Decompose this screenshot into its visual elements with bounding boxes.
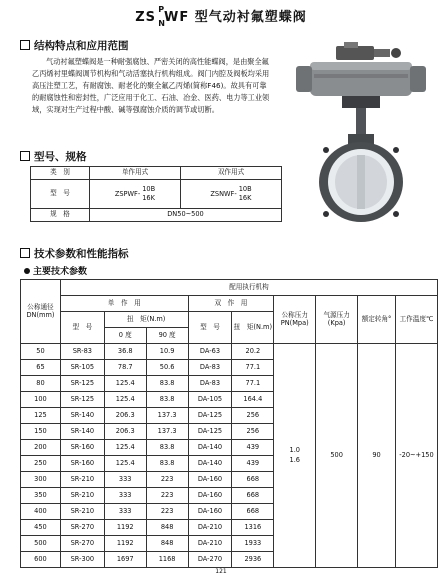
section3-heading-text: 技术参数和性能指标 xyxy=(34,248,129,260)
torque-90-cell: 223 xyxy=(146,504,188,520)
double-opt-1: 10B xyxy=(238,185,252,193)
header-temp: 工作温度℃ xyxy=(395,296,437,344)
dn-cell: 450 xyxy=(21,520,61,536)
header-dn: 公称通径DN(mm) xyxy=(21,280,61,344)
torque-0-cell: 78.7 xyxy=(104,360,146,376)
dn-cell: 125 xyxy=(21,408,61,424)
torque-90-cell: 83.8 xyxy=(146,392,188,408)
single-model-cell: SR-125 xyxy=(60,392,104,408)
single-model-cell: SR-270 xyxy=(60,520,104,536)
double-torque-cell: 77.1 xyxy=(232,360,274,376)
double-torque-cell: 164.4 xyxy=(232,392,274,408)
header-single: 单 作 用 xyxy=(60,296,188,312)
double-torque-cell: 20.2 xyxy=(232,344,274,360)
single-model-code: ZSPWF- xyxy=(114,190,141,198)
double-model-cell: DA-140 xyxy=(188,440,232,456)
single-model-cell: SR-210 xyxy=(60,488,104,504)
spec-header-single: 单作用式 xyxy=(90,167,181,180)
single-opt-1: 10B xyxy=(142,185,156,193)
page-number: 121 xyxy=(215,568,227,575)
title-prefix-text: ZS xyxy=(135,10,157,25)
dn-cell: 50 xyxy=(21,344,61,360)
dn-cell: 200 xyxy=(21,440,61,456)
spec-header-type: 类 别 xyxy=(31,167,90,180)
intro-paragraph: 气动衬氟塑蝶阀是一种耐强腐蚀、严密关闭的高性能蝶阀，是由聚全氟乙丙烯衬里蝶阀调节机构和气动活塞执行机构组成。阀门内腔及阀板均采用高压注塑工艺，有耐腐蚀、耐老化的聚全氟乙丙烯(简称F46)。故具有可靠的耐腐蚀性和密封性，广泛应用于化工、石油、冶金、医药、电力等工业领域，实现对生产过程中酸、碱等强腐蚀介质的调节或切断。 xyxy=(32,57,270,114)
dn-cell: 300 xyxy=(21,472,61,488)
double-model-cell: DA-105 xyxy=(188,392,232,408)
torque-0-cell: 333 xyxy=(104,504,146,520)
torque-0-cell: 125.4 xyxy=(104,456,146,472)
section-heading-models xyxy=(20,149,87,164)
single-model-cell: SR-160 xyxy=(60,456,104,472)
params-header-row-1 xyxy=(21,280,438,296)
double-torque-cell: 2936 xyxy=(232,552,274,568)
title-suffix: WF 型气动衬氟塑蝶阀 xyxy=(164,10,307,25)
double-torque-cell: 256 xyxy=(232,424,274,440)
double-torque-cell: 77.1 xyxy=(232,376,274,392)
dn-cell: 150 xyxy=(21,424,61,440)
spec-size-label: 规 格 xyxy=(31,209,90,222)
pn-value: 1.0 xyxy=(289,446,300,455)
torque-0-cell: 333 xyxy=(104,488,146,504)
torque-90-cell: 83.8 xyxy=(146,376,188,392)
double-model-opts xyxy=(239,185,252,203)
header-single-model: 型 号 xyxy=(60,312,104,344)
torque-0-cell: 125.4 xyxy=(104,440,146,456)
torque-90-cell: 1168 xyxy=(146,552,188,568)
spec-table xyxy=(30,166,282,222)
dn-cell: 80 xyxy=(21,376,61,392)
torque-90-cell: 848 xyxy=(146,536,188,552)
spec-table-header xyxy=(31,167,282,180)
torque-0-cell: 125.4 xyxy=(104,392,146,408)
angle-cell: 90 xyxy=(358,344,396,568)
header-0deg: 0 度 xyxy=(104,328,146,344)
single-model-cell: SR-140 xyxy=(60,408,104,424)
header-air: 气源压力(Kpa) xyxy=(316,296,358,344)
torque-0-cell: 1697 xyxy=(104,552,146,568)
params-subheading xyxy=(24,264,87,277)
torque-0-cell: 206.3 xyxy=(104,408,146,424)
dn-cell: 350 xyxy=(21,488,61,504)
single-model-cell: SR-210 xyxy=(60,472,104,488)
single-model-opts xyxy=(142,185,155,203)
bullet-icon xyxy=(24,268,30,274)
double-torque-cell: 668 xyxy=(232,504,274,520)
torque-90-cell: 83.8 xyxy=(146,440,188,456)
double-torque-cell: 1316 xyxy=(232,520,274,536)
title-sup: P xyxy=(158,5,166,14)
double-model-cell: DA-160 xyxy=(188,488,232,504)
temp-cell: -20~+150 xyxy=(395,344,437,568)
double-model-cell: DA-63 xyxy=(188,344,232,360)
air-cell: 500 xyxy=(316,344,358,568)
params-header-row-2 xyxy=(21,296,438,312)
header-double-model: 型 号 xyxy=(188,312,232,344)
spec-size-value: DN50~500 xyxy=(90,209,282,222)
double-torque-cell: 1933 xyxy=(232,536,274,552)
valve-positioner xyxy=(336,46,374,60)
title-sub: N xyxy=(158,19,166,28)
single-model-cell: SR-270 xyxy=(60,536,104,552)
torque-0-cell: 333 xyxy=(104,472,146,488)
header-angle: 额定转角° xyxy=(358,296,396,344)
valve-disc xyxy=(357,155,365,209)
double-model-cell: DA-210 xyxy=(188,536,232,552)
double-opt-2: 16K xyxy=(238,194,252,202)
torque-90-cell: 83.8 xyxy=(146,456,188,472)
double-model-code: ZSNWF- xyxy=(210,190,237,198)
spec-double-model xyxy=(181,180,282,209)
torque-90-cell: 848 xyxy=(146,520,188,536)
dn-cell: 400 xyxy=(21,504,61,520)
checkbox-icon xyxy=(20,151,30,161)
dn-cell: 250 xyxy=(21,456,61,472)
double-torque-cell: 256 xyxy=(232,408,274,424)
double-torque-cell: 668 xyxy=(232,488,274,504)
dn-cell: 600 xyxy=(21,552,61,568)
spec-table-size-row xyxy=(31,209,282,222)
single-model-cell: SR-210 xyxy=(60,504,104,520)
spec-table-model-row xyxy=(31,180,282,209)
torque-0-cell: 1192 xyxy=(104,520,146,536)
dn-cell: 100 xyxy=(21,392,61,408)
section-heading-params xyxy=(20,246,129,261)
torque-0-cell: 206.3 xyxy=(104,424,146,440)
single-model-cell: SR-83 xyxy=(60,344,104,360)
single-model-cell: SR-300 xyxy=(60,552,104,568)
title-prefix xyxy=(135,5,166,28)
double-model-cell: DA-270 xyxy=(188,552,232,568)
torque-90-cell: 223 xyxy=(146,488,188,504)
single-opt-2: 16K xyxy=(142,194,155,202)
torque-90-cell: 223 xyxy=(146,472,188,488)
dn-cell: 65 xyxy=(21,360,61,376)
double-torque-cell: 439 xyxy=(232,456,274,472)
double-model-cell: DA-210 xyxy=(188,520,232,536)
torque-90-cell: 137.3 xyxy=(146,408,188,424)
single-model-cell: SR-140 xyxy=(60,424,104,440)
section1-heading-text: 结构特点和应用范围 xyxy=(34,40,129,52)
double-torque-cell: 668 xyxy=(232,472,274,488)
double-model-cell: DA-140 xyxy=(188,456,232,472)
torque-90-cell: 137.3 xyxy=(146,424,188,440)
double-model-cell: DA-160 xyxy=(188,504,232,520)
params-subheading-text: 主要技术参数 xyxy=(33,267,88,277)
torque-0-cell: 36.8 xyxy=(104,344,146,360)
header-double: 双 作 用 xyxy=(188,296,274,312)
spec-model-label: 型 号 xyxy=(31,180,90,209)
double-model-cell: DA-160 xyxy=(188,472,232,488)
checkbox-icon xyxy=(20,248,30,258)
header-single-torque: 扭 矩(N.m) xyxy=(104,312,188,328)
section2-heading-text: 型号、规格 xyxy=(34,151,87,163)
spec-header-double: 双作用式 xyxy=(181,167,282,180)
pn-cell xyxy=(274,344,316,568)
single-model-cell: SR-160 xyxy=(60,440,104,456)
double-model-cell: DA-125 xyxy=(188,424,232,440)
page-title xyxy=(0,5,442,28)
single-model-cell: SR-105 xyxy=(60,360,104,376)
header-90deg: 90 度 xyxy=(146,328,188,344)
header-double-torque: 扭 矩(N.m) xyxy=(232,312,274,344)
checkbox-icon xyxy=(20,40,30,50)
pn-value: 1.6 xyxy=(289,455,300,464)
double-torque-cell: 439 xyxy=(232,440,274,456)
dn-cell: 500 xyxy=(21,536,61,552)
torque-0-cell: 1192 xyxy=(104,536,146,552)
torque-90-cell: 10.9 xyxy=(146,344,188,360)
section-heading-structure xyxy=(20,38,129,53)
header-pn: 公称压力PN(Mpa) xyxy=(274,296,316,344)
butterfly-valve-image xyxy=(286,42,436,232)
double-model-cell: DA-83 xyxy=(188,360,232,376)
table-row xyxy=(21,344,438,360)
spec-single-model xyxy=(90,180,181,209)
double-model-cell: DA-83 xyxy=(188,376,232,392)
single-model-cell: SR-125 xyxy=(60,376,104,392)
header-actuator: 配用执行机构 xyxy=(60,280,437,296)
double-model-cell: DA-125 xyxy=(188,408,232,424)
params-table xyxy=(20,279,438,568)
torque-0-cell: 125.4 xyxy=(104,376,146,392)
torque-90-cell: 50.6 xyxy=(146,360,188,376)
